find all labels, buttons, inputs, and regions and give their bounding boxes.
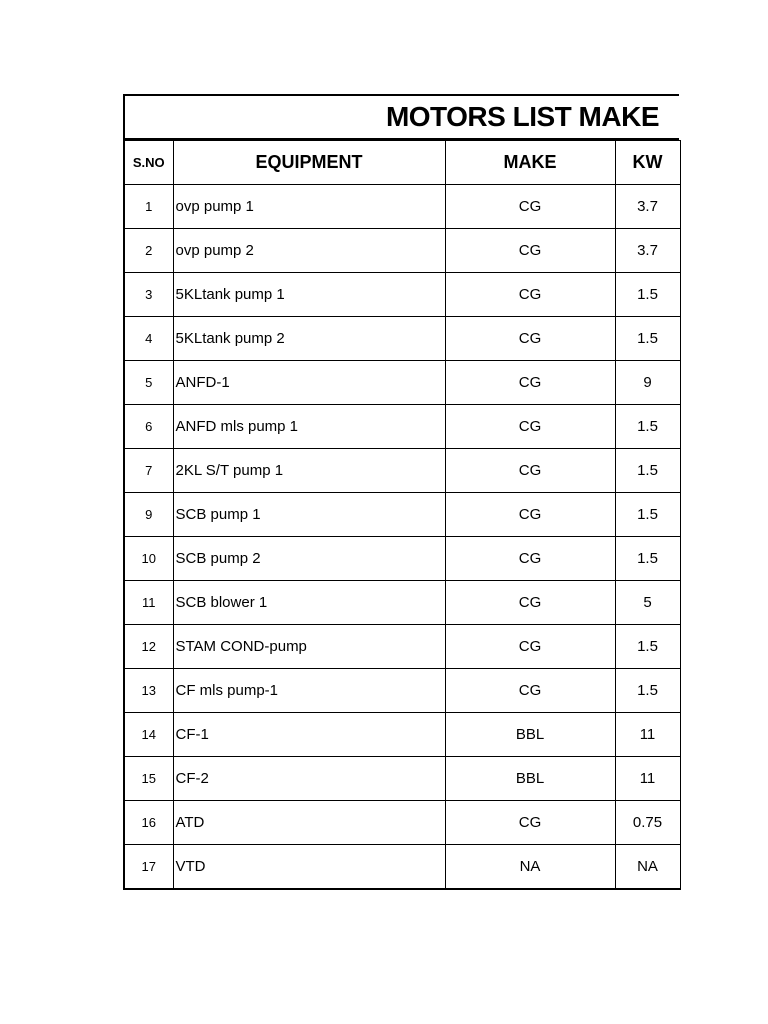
cell-kw: 3.7 [615, 229, 680, 273]
table-row [124, 449, 680, 493]
cell-kw: 1.5 [615, 669, 680, 713]
table-row [124, 185, 680, 229]
cell-sno: 5 [124, 361, 173, 405]
cell-kw: NA [615, 845, 680, 889]
cell-sno: 4 [124, 317, 173, 361]
cell-make: CG [445, 273, 615, 317]
cell-make: CG [445, 185, 615, 229]
cell-equipment: ANFD mls pump 1 [173, 405, 445, 449]
motors-table [123, 140, 681, 890]
cell-make: CG [445, 625, 615, 669]
table-row [124, 845, 680, 889]
page-title: MOTORS LIST MAKE [385, 101, 659, 132]
cell-sno: 10 [124, 537, 173, 581]
cell-kw: 1.5 [615, 273, 680, 317]
cell-make: CG [445, 669, 615, 713]
table-row [124, 493, 680, 537]
cell-sno: 16 [124, 801, 173, 845]
cell-sno: 15 [124, 757, 173, 801]
header-make: MAKE [445, 141, 615, 185]
cell-equipment: SCB pump 1 [173, 493, 445, 537]
cell-make: BBL [445, 713, 615, 757]
cell-equipment: ovp pump 1 [173, 185, 445, 229]
cell-kw: 9 [615, 361, 680, 405]
cell-sno: 1 [124, 185, 173, 229]
cell-kw: 0.75 [615, 801, 680, 845]
cell-kw: 1.5 [615, 449, 680, 493]
cell-make: CG [445, 493, 615, 537]
cell-equipment: 5KLtank pump 1 [173, 273, 445, 317]
cell-equipment: SCB pump 2 [173, 537, 445, 581]
cell-equipment: ovp pump 2 [173, 229, 445, 273]
cell-sno: 11 [124, 581, 173, 625]
table-row [124, 229, 680, 273]
title-row [123, 94, 679, 140]
cell-equipment: VTD [173, 845, 445, 889]
cell-sno: 17 [124, 845, 173, 889]
motors-list-sheet [123, 94, 679, 890]
cell-equipment: STAM COND-pump [173, 625, 445, 669]
cell-make: CG [445, 801, 615, 845]
cell-make: CG [445, 581, 615, 625]
cell-equipment: CF-1 [173, 713, 445, 757]
table-row [124, 581, 680, 625]
cell-sno: 14 [124, 713, 173, 757]
cell-kw: 1.5 [615, 625, 680, 669]
cell-make: CG [445, 537, 615, 581]
header-equipment: EQUIPMENT [173, 141, 445, 185]
cell-kw: 11 [615, 713, 680, 757]
cell-make: CG [445, 405, 615, 449]
cell-kw: 1.5 [615, 317, 680, 361]
cell-make: NA [445, 845, 615, 889]
cell-sno: 2 [124, 229, 173, 273]
cell-kw: 5 [615, 581, 680, 625]
cell-make: CG [445, 229, 615, 273]
cell-sno: 13 [124, 669, 173, 713]
cell-kw: 11 [615, 757, 680, 801]
table-row [124, 801, 680, 845]
cell-equipment: SCB blower 1 [173, 581, 445, 625]
header-sno: S.NO [124, 141, 173, 185]
cell-equipment: ATD [173, 801, 445, 845]
cell-make: CG [445, 361, 615, 405]
table-row [124, 625, 680, 669]
header-row [124, 141, 680, 185]
cell-make: BBL [445, 757, 615, 801]
table-row [124, 273, 680, 317]
cell-make: CG [445, 317, 615, 361]
cell-make: CG [445, 449, 615, 493]
cell-equipment: ANFD-1 [173, 361, 445, 405]
cell-sno: 3 [124, 273, 173, 317]
cell-kw: 1.5 [615, 405, 680, 449]
table-row [124, 361, 680, 405]
table-row [124, 537, 680, 581]
cell-sno: 9 [124, 493, 173, 537]
header-kw: KW [615, 141, 680, 185]
table-row [124, 317, 680, 361]
cell-kw: 3.7 [615, 185, 680, 229]
cell-equipment: 2KL S/T pump 1 [173, 449, 445, 493]
table-row [124, 405, 680, 449]
cell-kw: 1.5 [615, 537, 680, 581]
cell-sno: 7 [124, 449, 173, 493]
cell-equipment: 5KLtank pump 2 [173, 317, 445, 361]
cell-equipment: CF mls pump-1 [173, 669, 445, 713]
cell-sno: 6 [124, 405, 173, 449]
cell-sno: 12 [124, 625, 173, 669]
table-row [124, 713, 680, 757]
table-row [124, 669, 680, 713]
cell-kw: 1.5 [615, 493, 680, 537]
table-row [124, 757, 680, 801]
cell-equipment: CF-2 [173, 757, 445, 801]
